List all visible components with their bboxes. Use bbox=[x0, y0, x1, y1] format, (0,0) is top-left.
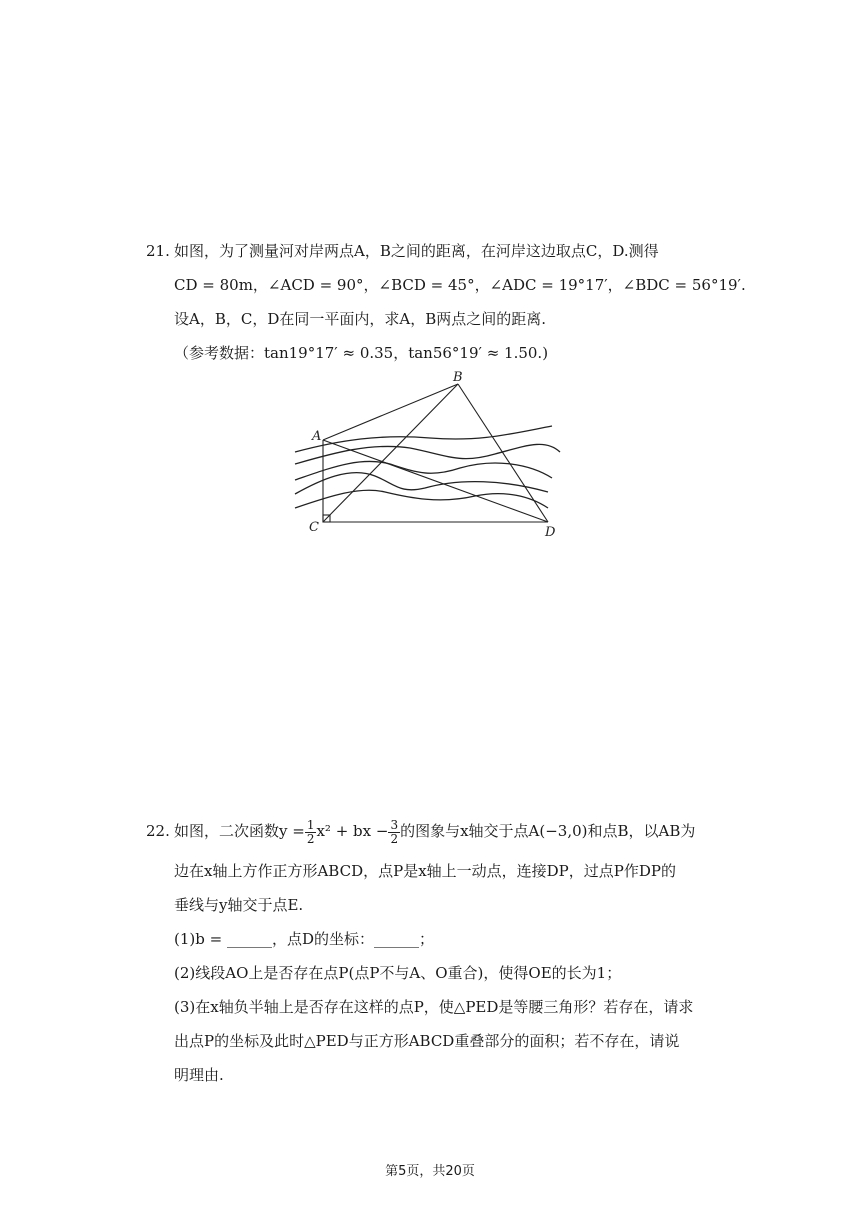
triangle-lines bbox=[323, 384, 548, 522]
text-segment: x² + bx − bbox=[316, 822, 389, 840]
reference-data: （参考数据：tan19°17′ ≈ 0.35，tan56°19′ ≈ 1.50.) bbox=[174, 344, 549, 362]
fraction-numerator: 3 bbox=[390, 817, 399, 832]
question-text-line bbox=[174, 814, 695, 848]
fraction-denominator: 2 bbox=[306, 831, 315, 846]
point-label-a: A bbox=[312, 429, 322, 444]
question-text-line: 明理由. bbox=[174, 1066, 224, 1084]
question-text-line: 出点P的坐标及此时△PED与正方形ABCD重叠部分的面积；若不存在，请说 bbox=[174, 1032, 680, 1050]
question-text-line: 垂线与y轴交于点E. bbox=[174, 896, 304, 914]
fraction-numerator: 1 bbox=[306, 817, 315, 832]
sub-question-1: (1)b = ______，点D的坐标：______； bbox=[174, 930, 434, 948]
sub-question-2: (2)线段AO上是否存在点P(点P不与A、O重合)，使得OE的长为1； bbox=[174, 964, 622, 982]
river-wave bbox=[295, 426, 552, 452]
fraction-denominator: 2 bbox=[390, 831, 399, 846]
page-footer: 第5页，共20页 bbox=[385, 1164, 475, 1179]
text-segment: 的图象与x轴交于点A(−3,0)和点B，以AB为 bbox=[400, 822, 696, 840]
segment-cb bbox=[323, 384, 458, 522]
sub-question-3: (3)在x轴负半轴上是否存在这样的点P，使△PED是等腰三角形？若存在，请求 bbox=[174, 998, 694, 1016]
river-wave bbox=[295, 444, 560, 464]
text-segment: 如图，二次函数y = bbox=[174, 822, 305, 840]
segment-ab bbox=[323, 384, 458, 440]
question-text-line: CD = 80m，∠ACD = 90°，∠BCD = 45°，∠ADC = 19°17′，∠BDC = 56°19′. bbox=[174, 276, 746, 294]
river-wave bbox=[295, 490, 548, 508]
question-number: 21. bbox=[146, 242, 170, 260]
question-text-line: 边在x轴上方作正方形ABCD，点P是x轴上一动点，连接DP，过点P作DP的 bbox=[174, 862, 676, 880]
question-text-line: 设A，B，C，D在同一平面内，求A，B两点之间的距离. bbox=[174, 310, 546, 328]
fraction-three-halves bbox=[388, 819, 400, 846]
point-label-c: C bbox=[309, 520, 319, 535]
segment-db bbox=[458, 384, 548, 522]
river-waves bbox=[295, 426, 560, 508]
point-label-d: D bbox=[545, 525, 556, 540]
river-geometry-figure bbox=[290, 368, 570, 548]
question-number: 22. bbox=[146, 822, 170, 840]
segment-ad bbox=[323, 440, 548, 522]
fraction-one-half bbox=[305, 819, 317, 846]
point-label-b: B bbox=[453, 370, 463, 385]
question-text-line: 如图，为了测量河对岸两点A，B之间的距离，在河岸这边取点C，D.测得 bbox=[174, 242, 659, 260]
